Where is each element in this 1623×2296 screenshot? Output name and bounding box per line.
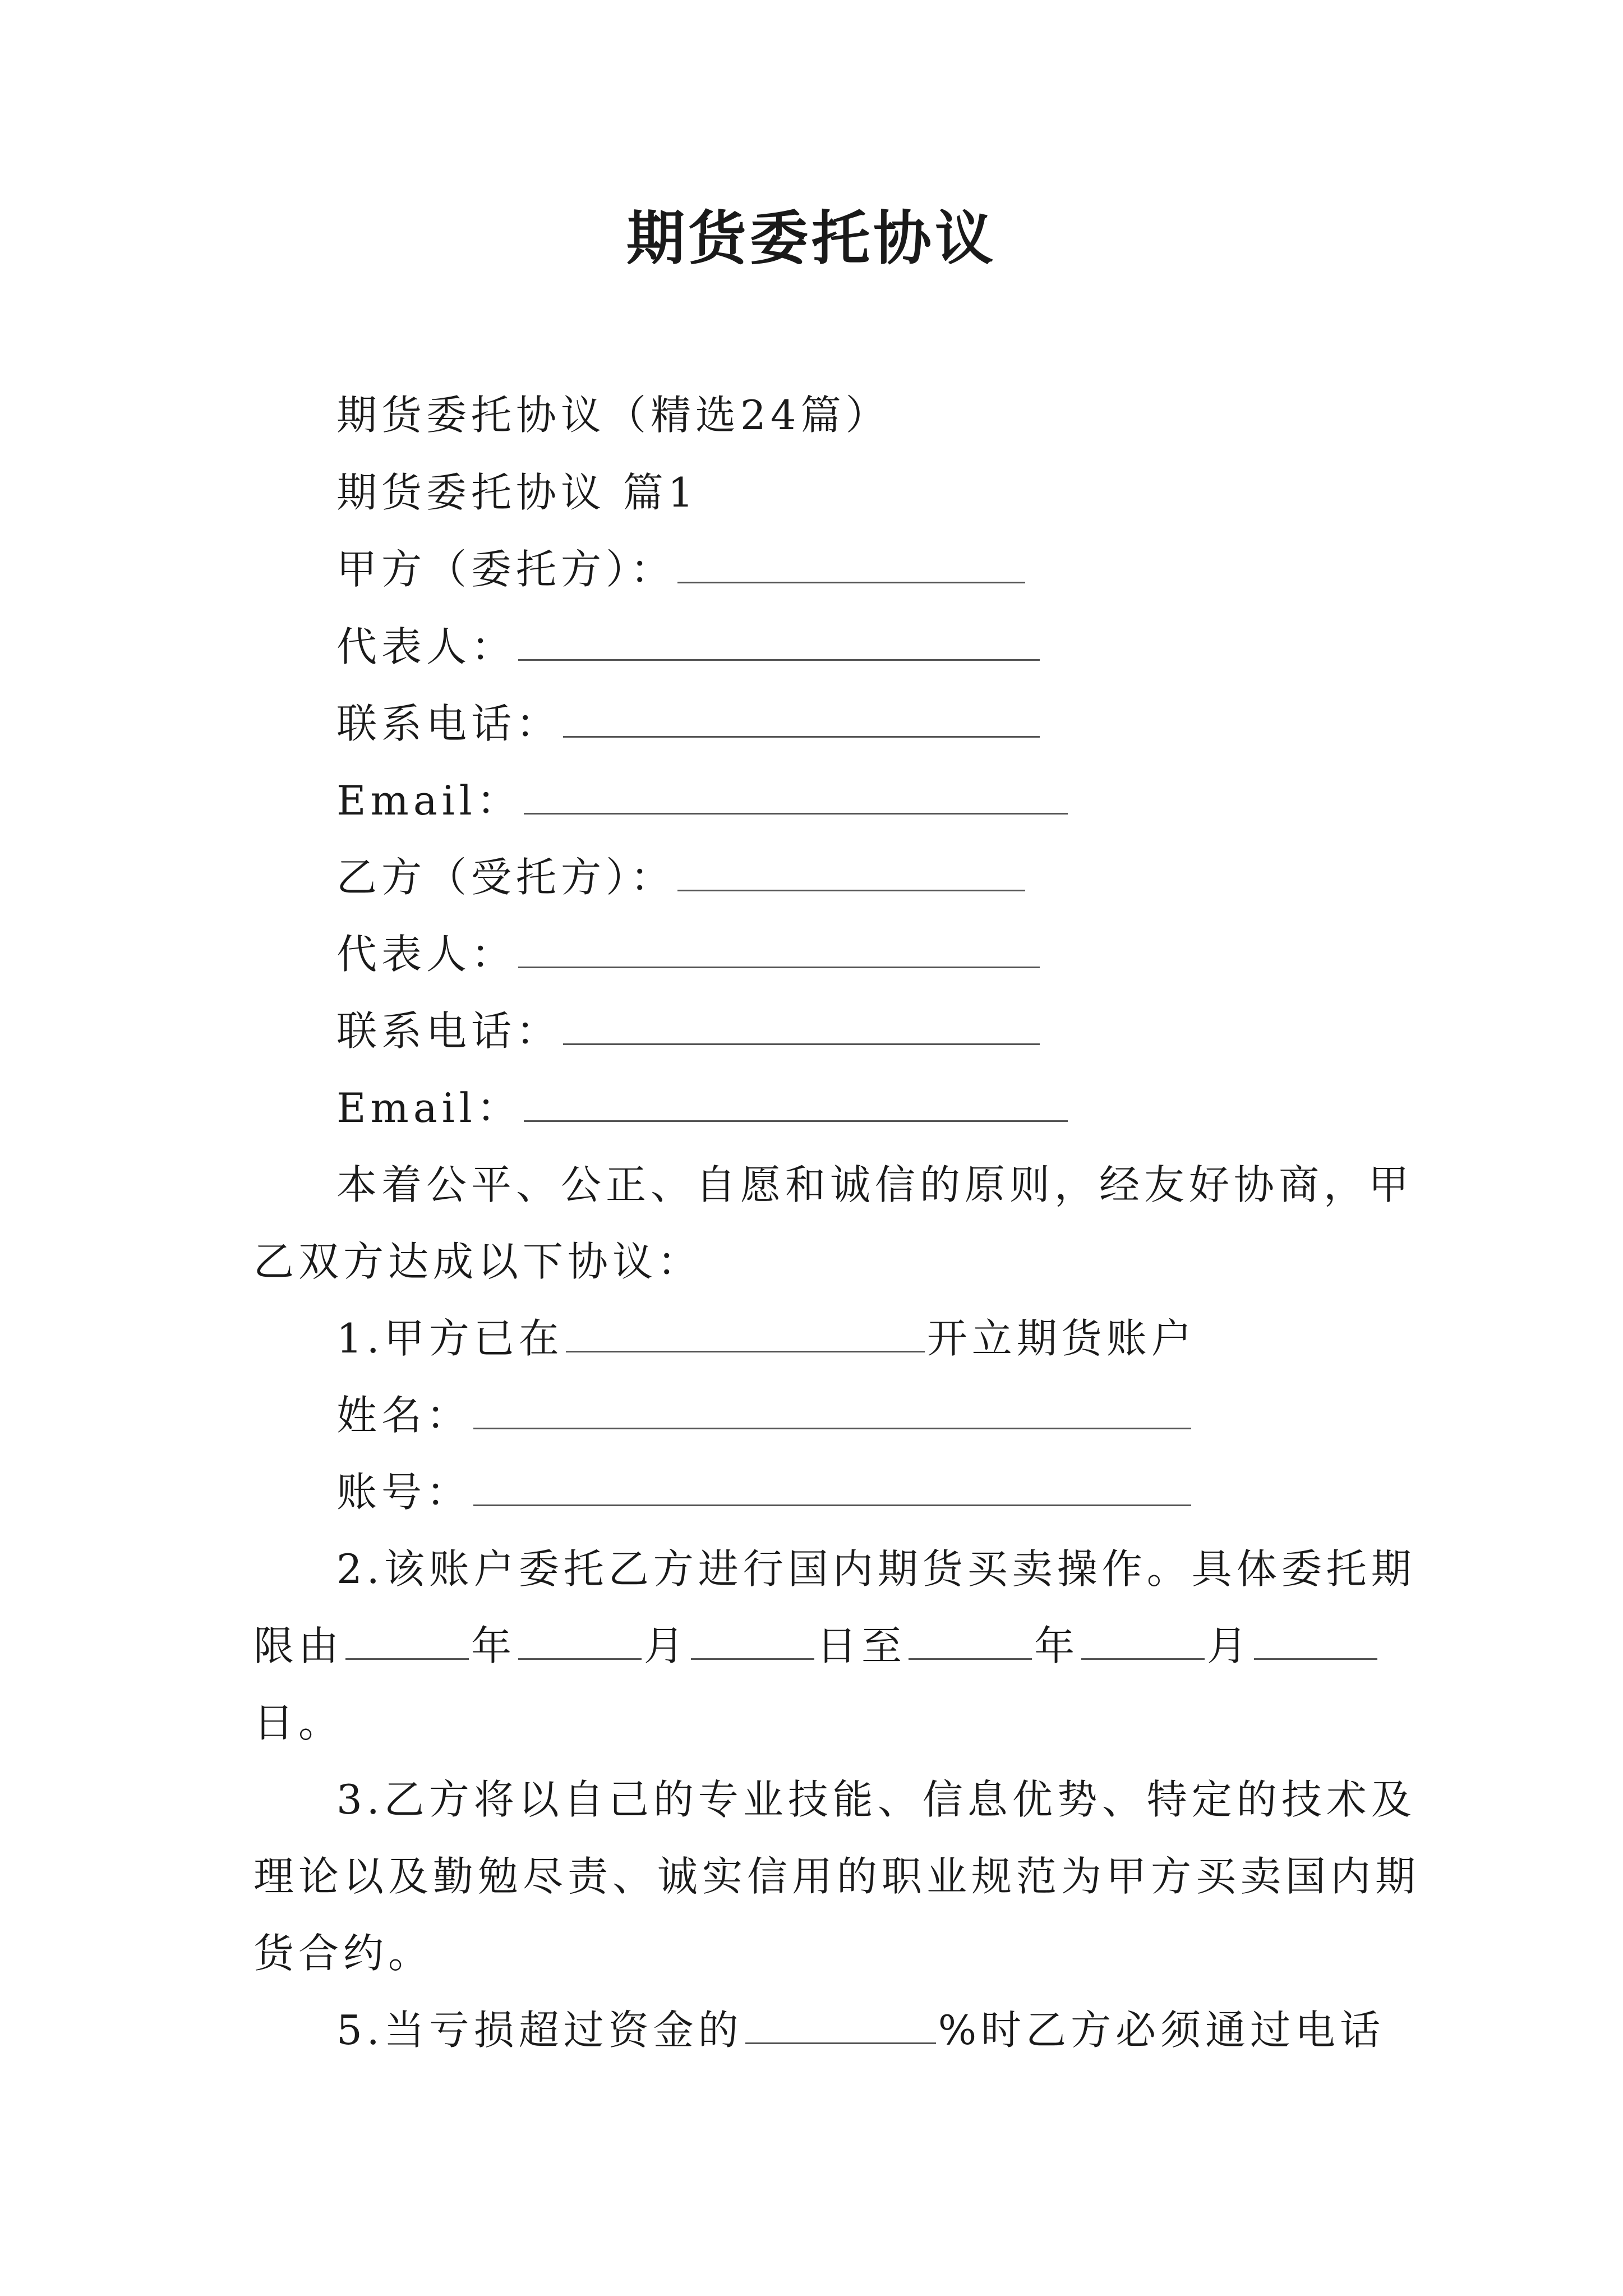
end-day-blank[interactable]	[1254, 1618, 1377, 1660]
clause-1-name-label: 姓名：	[336, 1392, 472, 1439]
party-b-label: 乙方（受托方）：	[336, 854, 676, 901]
clause-1-line	[336, 1310, 1196, 1366]
clause-1-name-field	[336, 1387, 1193, 1443]
party-a-rep-blank[interactable]	[518, 619, 1040, 661]
party-b-email-field	[336, 1080, 1070, 1136]
clause-3-line-3: 货合约。	[253, 1930, 434, 1977]
party-b-email-label: Email：	[336, 1084, 522, 1131]
clause-1-blank[interactable]	[566, 1310, 925, 1352]
clause-5-percent-blank[interactable]	[745, 2002, 936, 2044]
party-a-email-field	[336, 772, 1070, 829]
start-day-blank[interactable]	[691, 1618, 814, 1660]
clause-2-month-label: 月	[644, 1622, 689, 1669]
clause-2-month-label-2: 月	[1207, 1622, 1252, 1669]
party-b-field	[336, 849, 1027, 905]
party-a-field	[336, 541, 1027, 597]
party-b-rep-label: 代表人：	[336, 931, 517, 978]
clause-3-line-2: 理论以及勤勉尽责、诚实信用的职业规范为甲方买卖国内期	[253, 1853, 1421, 1900]
party-b-rep-field	[336, 926, 1042, 982]
clause-1-suffix: 开立期货账户	[926, 1315, 1196, 1362]
clause-2-line-1: 2.该账户委托乙方进行国内期货买卖操作。具体委托期	[336, 1545, 1416, 1593]
party-b-rep-blank[interactable]	[518, 926, 1040, 968]
section-heading: 期货委托协议 篇1	[336, 469, 698, 516]
party-b-phone-label: 联系电话：	[336, 1007, 561, 1055]
end-month-blank[interactable]	[1081, 1618, 1205, 1660]
clause-1-account-label: 账号：	[336, 1469, 472, 1516]
party-b-blank[interactable]	[677, 849, 1025, 891]
start-month-blank[interactable]	[518, 1618, 642, 1660]
page-title: 期货委托协议	[626, 204, 997, 273]
party-a-rep-field	[336, 619, 1042, 675]
clause-3-line-1: 3.乙方将以自己的专业技能、信息优势、特定的技术及	[336, 1776, 1416, 1823]
end-year-blank[interactable]	[909, 1618, 1032, 1660]
clause-5-suffix: %时乙方必须通过电话	[938, 2007, 1385, 2054]
intro-paragraph-line-1: 本着公平、公正、自愿和诚信的原则，经友好协商，甲	[336, 1161, 1414, 1208]
clause-1-account-blank[interactable]	[473, 1464, 1191, 1506]
party-a-label: 甲方（委托方）：	[336, 546, 676, 593]
clause-2-year-label: 年	[471, 1622, 517, 1669]
party-a-email-label: Email：	[336, 777, 522, 824]
clause-1-account-field	[336, 1464, 1193, 1520]
clause-2-prefix: 限由	[253, 1622, 344, 1669]
document-subtitle: 期货委托协议（精选24篇）	[336, 392, 891, 439]
party-a-blank[interactable]	[677, 541, 1025, 583]
clause-1-name-blank[interactable]	[473, 1387, 1191, 1429]
party-a-rep-label: 代表人：	[336, 623, 517, 670]
clause-2-day-to-label: 日至	[817, 1622, 907, 1669]
clause-2-line-3: 日。	[253, 1699, 344, 1746]
party-a-email-blank[interactable]	[524, 772, 1068, 815]
clause-5-line	[336, 2002, 1385, 2058]
party-a-phone-label: 联系电话：	[336, 700, 561, 747]
party-a-phone-field	[336, 696, 1042, 752]
start-year-blank[interactable]	[345, 1618, 469, 1660]
party-b-phone-blank[interactable]	[563, 1003, 1040, 1045]
clause-2-line-2	[253, 1618, 1380, 1674]
party-b-phone-field	[336, 1003, 1042, 1059]
clause-2-year-label-2: 年	[1034, 1622, 1080, 1669]
clause-1-prefix: 1.甲方已在	[336, 1315, 564, 1362]
clause-5-prefix: 5.当亏损超过资金的	[336, 2007, 743, 2054]
party-a-phone-blank[interactable]	[563, 696, 1040, 738]
intro-paragraph-line-2: 乙双方达成以下协议：	[253, 1238, 703, 1285]
party-b-email-blank[interactable]	[524, 1080, 1068, 1122]
